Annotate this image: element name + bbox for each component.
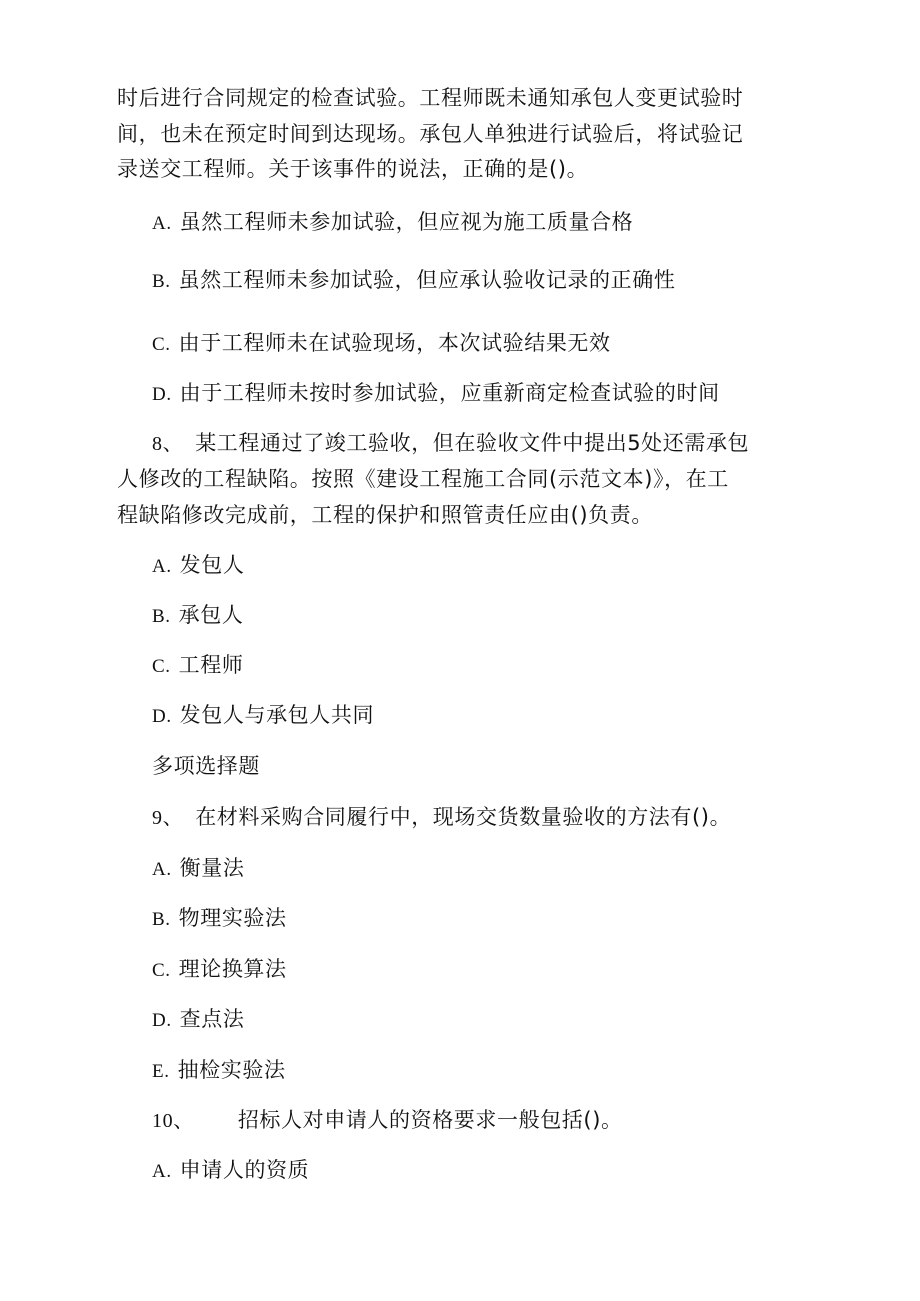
option-text: 由于工程师未按时参加试验，应重新商定检查试验的时间 bbox=[179, 381, 720, 405]
q7-stem-line-3: 录送交工程师。关于该事件的说法，正确的是()。 bbox=[117, 157, 589, 181]
q7-option-d bbox=[152, 381, 720, 407]
option-label: A. bbox=[152, 1161, 172, 1182]
option-text: 物理实验法 bbox=[178, 906, 287, 930]
section-heading-multiple-choice: 多项选择题 bbox=[152, 754, 260, 778]
option-label: E. bbox=[152, 1061, 170, 1082]
q8-option-b bbox=[152, 603, 243, 629]
option-text: 发包人 bbox=[179, 553, 245, 577]
option-label: B. bbox=[152, 909, 171, 930]
q9-option-d bbox=[152, 1007, 244, 1033]
option-label: D. bbox=[152, 706, 172, 727]
option-label: A. bbox=[152, 859, 172, 880]
option-text: 抽检实验法 bbox=[177, 1058, 286, 1082]
option-text: 工程师 bbox=[178, 653, 244, 677]
q7-option-c bbox=[152, 331, 611, 357]
option-label: C. bbox=[152, 334, 171, 355]
option-text: 虽然工程师未参加试验，但应视为施工质量合格 bbox=[179, 210, 634, 234]
q9-stem bbox=[152, 805, 731, 830]
question-number: 9、 bbox=[152, 807, 184, 829]
q7-option-a bbox=[152, 210, 633, 236]
option-text: 衡量法 bbox=[179, 856, 245, 880]
q9-option-a bbox=[152, 856, 244, 882]
option-label: D. bbox=[152, 384, 172, 405]
question-number: 8、 bbox=[152, 433, 184, 455]
option-label: D. bbox=[152, 1010, 172, 1031]
q8-stem-line-1 bbox=[152, 431, 749, 456]
option-label: C. bbox=[152, 656, 171, 677]
q7-stem-line-2: 间，也未在预定时间到达现场。承包人单独进行试验后，将试验记 bbox=[117, 122, 744, 146]
q8-option-c bbox=[152, 653, 243, 679]
option-text: 发包人与承包人共同 bbox=[179, 703, 375, 727]
option-text: 由于工程师未在试验现场，本次试验结果无效 bbox=[178, 331, 611, 355]
q9-option-c bbox=[152, 957, 287, 983]
question-text: 招标人对申请人的资格要求一般包括()。 bbox=[237, 1108, 623, 1132]
q7-option-b bbox=[152, 268, 675, 294]
q10-stem bbox=[152, 1108, 623, 1133]
question-text: 在材料采购合同履行中，现场交货数量验收的方法有()。 bbox=[195, 805, 732, 829]
option-label: B. bbox=[152, 606, 171, 627]
q8-option-a bbox=[152, 553, 244, 579]
option-label: A. bbox=[152, 556, 172, 577]
option-label: C. bbox=[152, 960, 171, 981]
q8-stem-line-3: 程缺陷修改完成前，工程的保护和照管责任应由()负责。 bbox=[117, 503, 653, 527]
option-label: A. bbox=[152, 213, 172, 234]
q9-option-e bbox=[152, 1058, 286, 1084]
question-number: 10、 bbox=[152, 1110, 194, 1132]
q8-option-d bbox=[152, 703, 374, 729]
q9-option-b bbox=[152, 906, 287, 932]
q10-option-a bbox=[152, 1158, 309, 1184]
option-text: 申请人的资质 bbox=[179, 1158, 310, 1182]
option-label: B. bbox=[152, 271, 171, 292]
question-text: 某工程通过了竣工验收，但在验收文件中提出5处还需承包 bbox=[195, 431, 750, 455]
q8-stem-line-2: 人修改的工程缺陷。按照《建设工程施工合同(示范文本)》，在工 bbox=[117, 467, 729, 491]
option-text: 理论换算法 bbox=[178, 957, 287, 981]
option-text: 承包人 bbox=[178, 603, 244, 627]
q7-stem-line-1: 时后进行合同规定的检查试验。工程师既未通知承包人变更试验时 bbox=[117, 86, 744, 110]
option-text: 查点法 bbox=[179, 1007, 245, 1031]
option-text: 虽然工程师未参加试验，但应承认验收记录的正确性 bbox=[178, 268, 676, 292]
